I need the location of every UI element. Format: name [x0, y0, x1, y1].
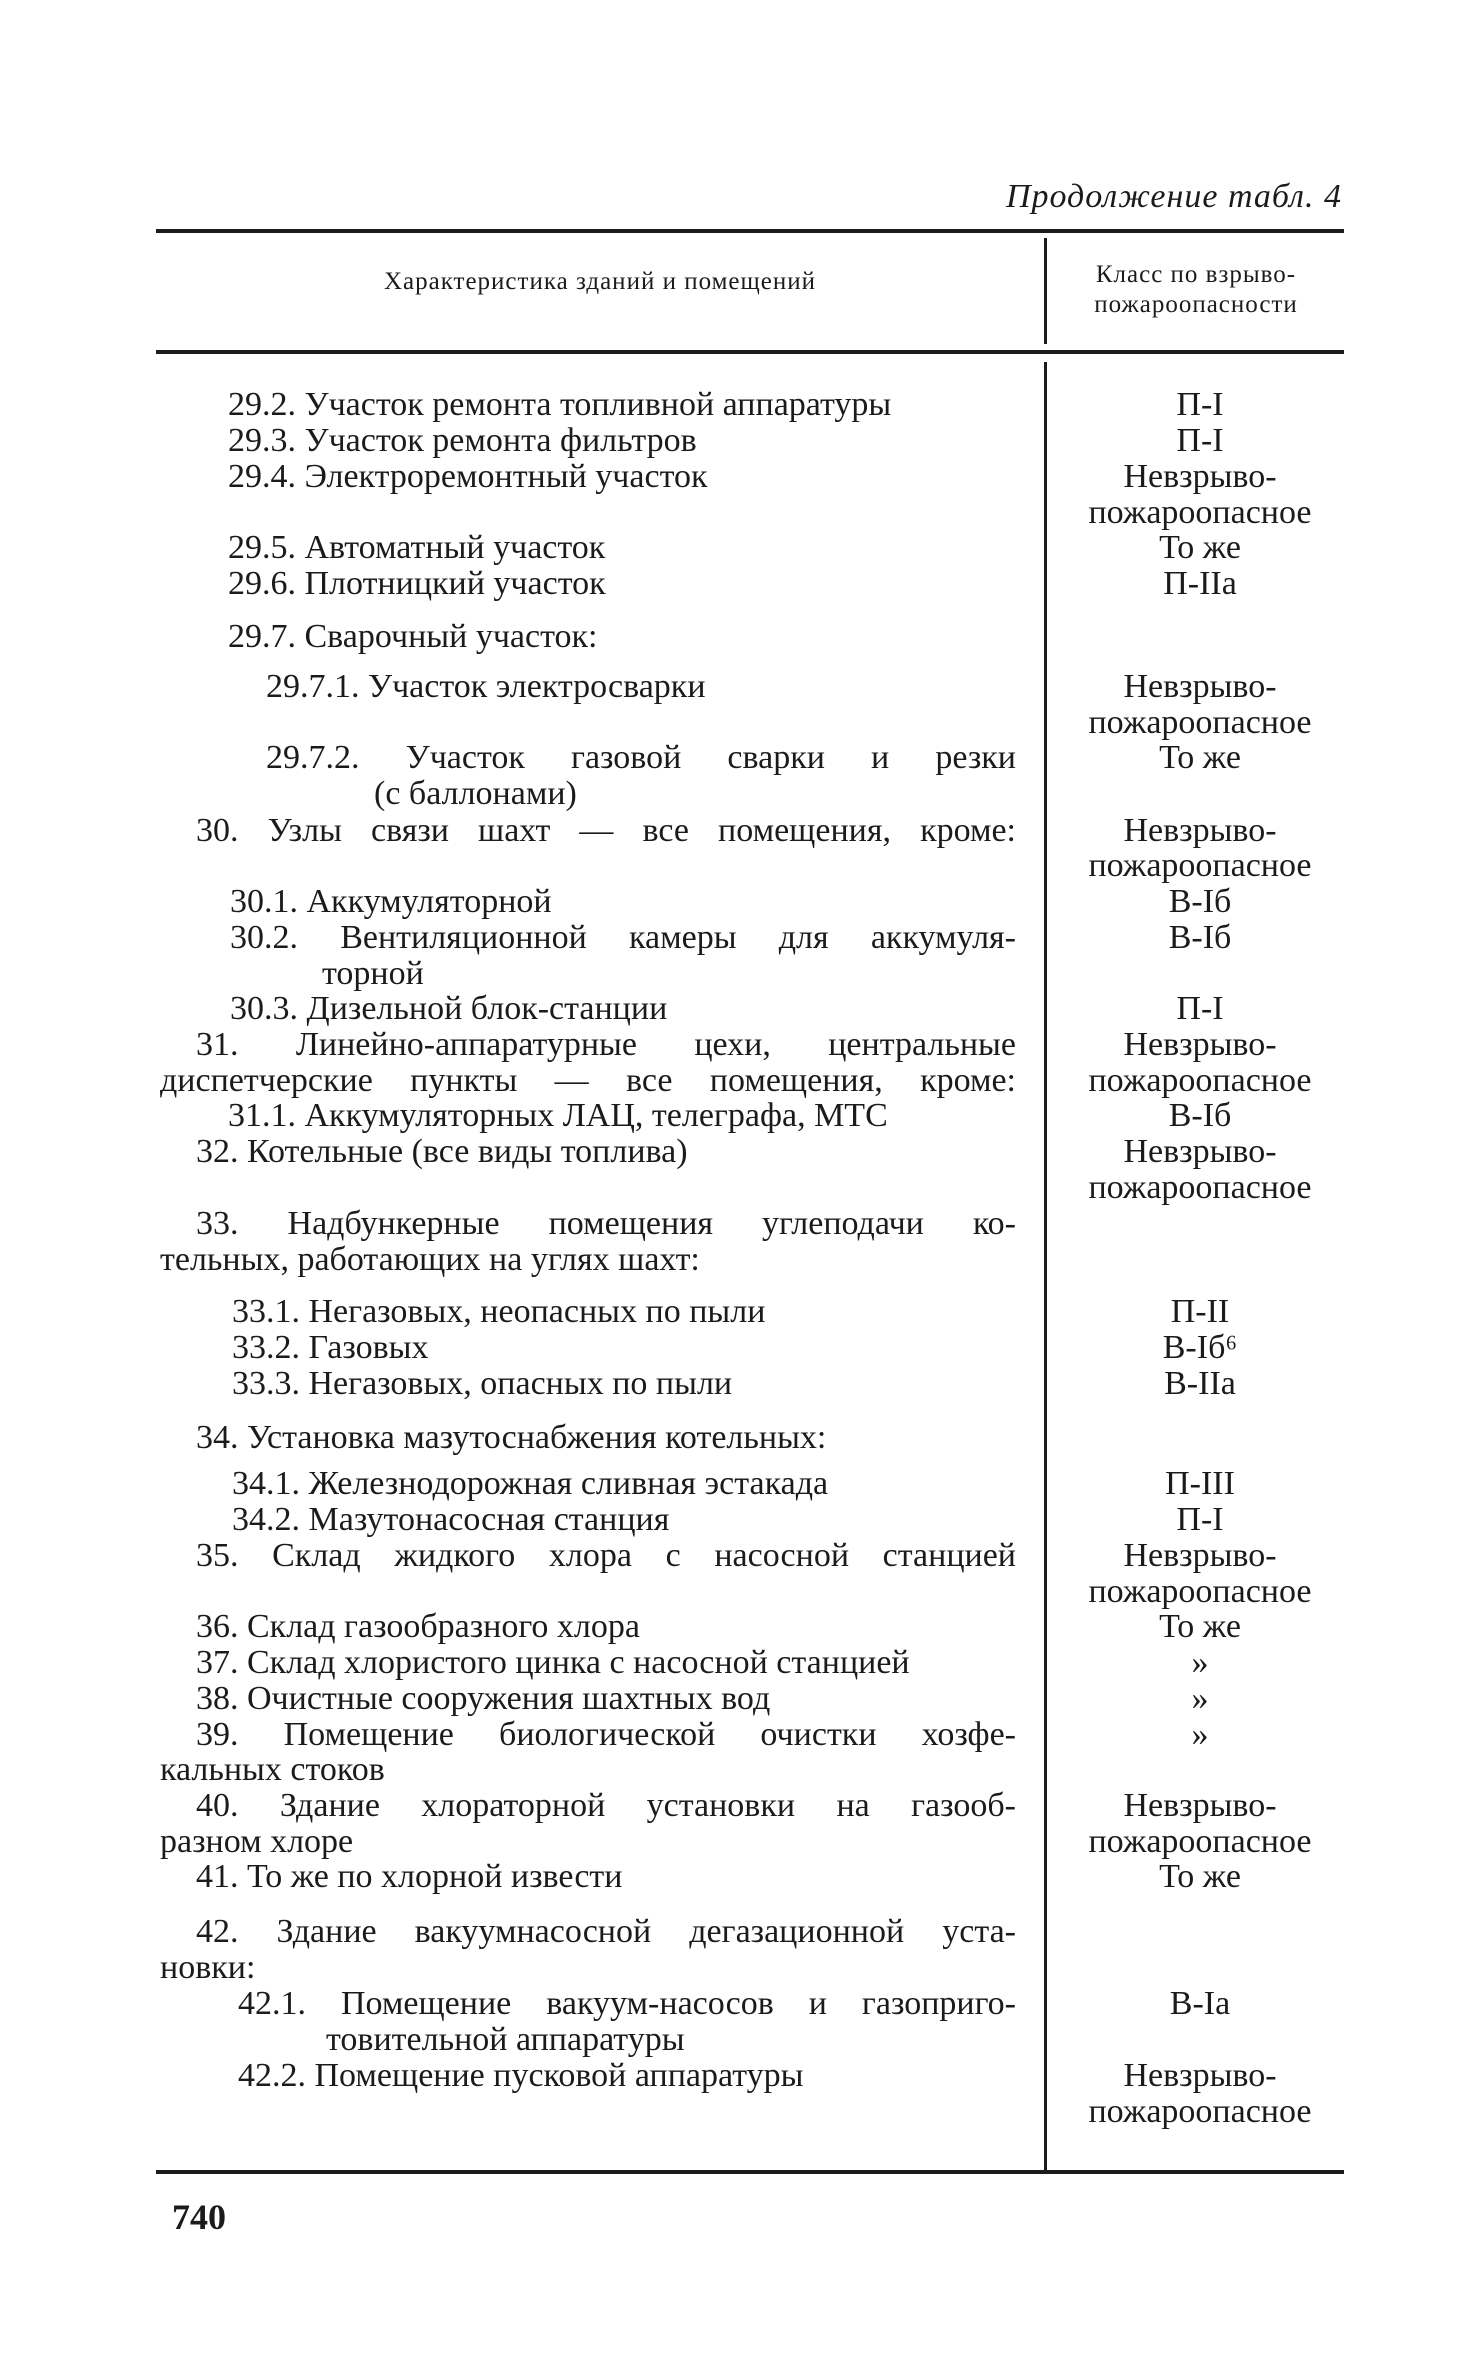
class-line: пожароопасное [1088, 704, 1312, 741]
left-line: 30.2. Вентиляционной камеры для аккумуля- [230, 919, 1016, 956]
class-line: П-II [1170, 1293, 1230, 1330]
class-line: То же [1159, 739, 1241, 776]
class-line: Невзрыво- [1123, 1537, 1277, 1574]
left-line: торной [322, 955, 424, 992]
class-line: П-I [1176, 386, 1224, 423]
header-class-line-1: Класс по взрыво- [1095, 261, 1297, 288]
left-line: товительной аппаратуры [326, 2021, 685, 2058]
left-line: 32. Котельные (все виды топлива) [196, 1133, 688, 1170]
left-line: 38. Очистные сооружения шахтных вод [196, 1680, 771, 1717]
class-line: Невзрыво- [1123, 668, 1277, 705]
class-line: » [1191, 1716, 1209, 1753]
class-line: Невзрыво- [1123, 1026, 1277, 1063]
left-line: 37. Склад хлористого цинка с насосной станцией [196, 1644, 910, 1681]
class-line: В-Iб [1168, 883, 1232, 920]
left-line: 42.1. Помещение вакуум-насосов и газоприго- [238, 1985, 1016, 2022]
body-column-divider [1044, 362, 1047, 2170]
class-line: То же [1159, 529, 1241, 566]
class-line: пожароопасное [1088, 1169, 1312, 1206]
class-line: пожароопасное [1088, 1573, 1312, 1610]
class-line: Невзрыво- [1123, 1133, 1277, 1170]
class-line: В-Iб [1168, 1097, 1232, 1134]
left-line: 34.2. Мазутонасосная станция [232, 1501, 670, 1538]
class-line: П-I [1176, 422, 1224, 459]
left-line: 29.3. Участок ремонта фильтров [228, 422, 697, 459]
left-line: 29.5. Автоматный участок [228, 529, 606, 566]
left-line: 33.2. Газовых [232, 1329, 429, 1366]
left-line: 39. Помещение биологической очистки хозфе- [196, 1716, 1016, 1753]
class-line: Невзрыво- [1123, 812, 1277, 849]
class-line: П-IIа [1163, 565, 1237, 602]
class-line: пожароопасное [1088, 1823, 1312, 1860]
left-line: 34.1. Железнодорожная сливная эстакада [232, 1465, 829, 1502]
left-line: 33. Надбункерные помещения углеподачи ко- [196, 1205, 1016, 1242]
header-column-divider [1044, 238, 1047, 344]
left-line: 42.2. Помещение пусковой аппаратуры [238, 2057, 804, 2094]
left-line: 40. Здание хлораторной установки на газооб- [196, 1787, 1016, 1824]
left-line: 33.3. Негазовых, опасных по пыли [232, 1365, 733, 1402]
page-number: 740 [172, 2197, 226, 2237]
class-line: Невзрыво- [1123, 458, 1277, 495]
left-line: 31. Линейно-аппаратурные цехи, центральные [196, 1026, 1016, 1063]
header-characteristic: Характеристика зданий и помещений [383, 268, 817, 295]
class-line: П-III [1165, 1465, 1235, 1502]
header-class-line-2: пожароопасности [1094, 291, 1298, 318]
header-bottom-rule [156, 350, 1344, 354]
class-line: пожароопасное [1088, 1062, 1312, 1099]
left-line: кальных стоков [160, 1751, 385, 1788]
class-line: пожароопасное [1088, 494, 1312, 531]
class-line: В-IIа [1164, 1365, 1236, 1402]
left-line: 30. Узлы связи шахт — все помещения, кроме: [196, 812, 1016, 849]
class-line: пожароопасное [1088, 847, 1312, 884]
left-line: 29.7. Сварочный участок: [228, 618, 598, 655]
class-line: П-I [1176, 1501, 1224, 1538]
left-line: 29.2. Участок ремонта топливной аппаратуры [228, 386, 892, 423]
left-line: 36. Склад газообразного хлора [196, 1608, 640, 1645]
continuation-title: Продолжение табл. 4 [1005, 178, 1342, 215]
left-line: 30.1. Аккумуляторной [230, 883, 552, 920]
class-line: » [1191, 1644, 1209, 1681]
footer-rule [156, 2170, 1344, 2174]
left-line: тельных, работающих на углях шахт: [160, 1241, 700, 1278]
left-line: (с баллонами) [374, 775, 577, 812]
left-line: диспетчерские пункты — все помещения, кроме: [160, 1062, 1016, 1099]
class-line: В-Iб⁶ [1162, 1329, 1238, 1366]
class-line: П-I [1176, 990, 1224, 1027]
class-line: Невзрыво- [1123, 1787, 1277, 1824]
left-line: 35. Склад жидкого хлора с насосной станцией [196, 1537, 1016, 1574]
class-line: пожароопасное [1088, 2093, 1312, 2130]
left-line: 29.7.2. Участок газовой сварки и резки [266, 739, 1016, 776]
class-line: То же [1159, 1608, 1241, 1645]
class-line: В-Iа [1169, 1985, 1231, 2022]
left-line: 34. Установка мазутоснабжения котельных: [196, 1419, 827, 1456]
left-line: новки: [160, 1949, 256, 1986]
class-line: » [1191, 1680, 1209, 1717]
class-line: В-Iб [1168, 919, 1232, 956]
header-top-rule [156, 229, 1344, 233]
left-line: 29.7.1. Участок электросварки [266, 668, 706, 705]
class-line: То же [1159, 1858, 1241, 1895]
left-line: 41. То же по хлорной извести [196, 1858, 623, 1895]
header-class [1048, 260, 1344, 320]
left-line: 31.1. Аккумуляторных ЛАЦ, телеграфа, МТС [228, 1097, 888, 1134]
left-line: 29.4. Электроремонтный участок [228, 458, 708, 495]
left-line: 30.3. Дизельной блок-станции [230, 990, 668, 1027]
class-line: Невзрыво- [1123, 2057, 1277, 2094]
left-line: 33.1. Негазовых, неопасных по пыли [232, 1293, 766, 1330]
left-line: 29.6. Плотницкий участок [228, 565, 606, 602]
left-line: разном хлоре [160, 1823, 354, 1860]
left-line: 42. Здание вакуумнасосной дегазационной уста- [196, 1913, 1016, 1950]
